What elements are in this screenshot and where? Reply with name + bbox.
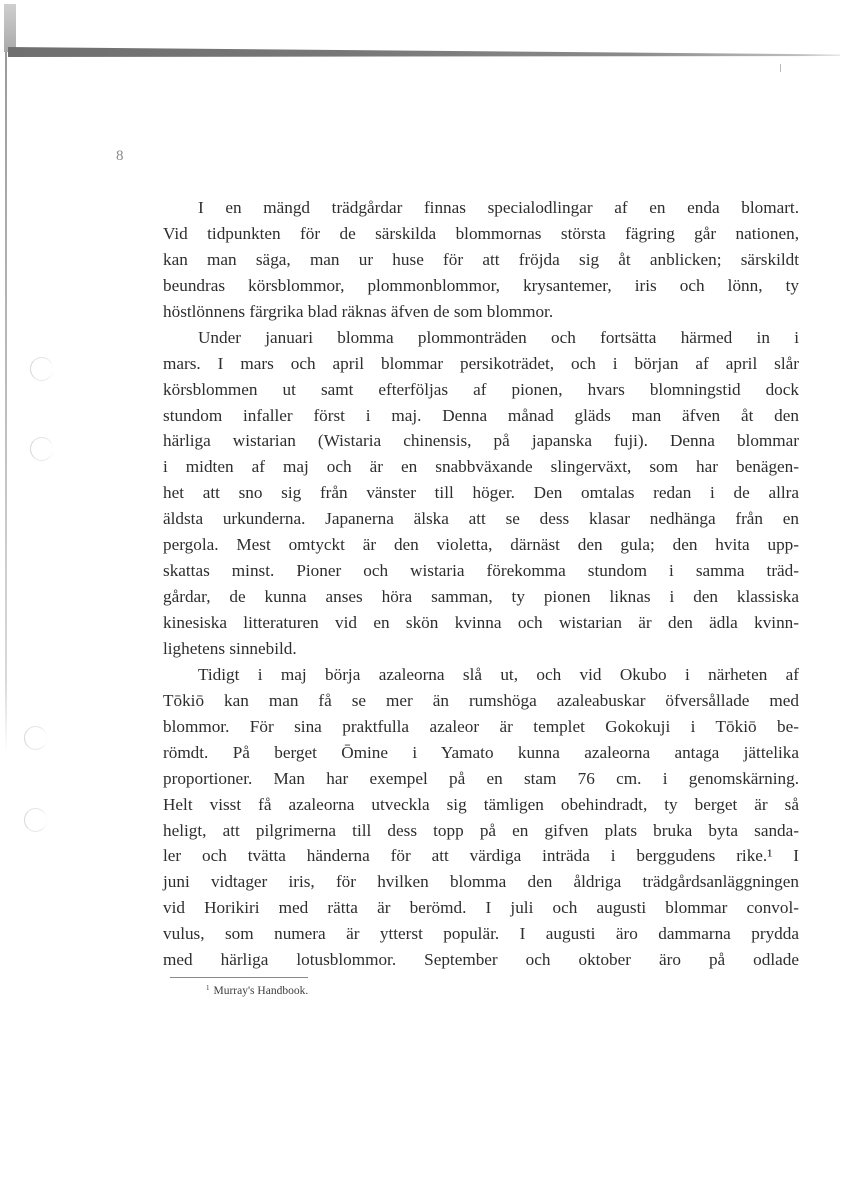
text-line: proportioner. Man har exempel på en stam 76 cm. i genomskärning. (163, 768, 799, 788)
punch-hole-mark (24, 726, 47, 750)
text-line: vid Horikiri med rätta är berömd. I juli och augusti blommar convol- (163, 898, 799, 918)
text-line: skattas minst. Pioner och wistaria förekomma stundom i samma träd- (163, 561, 799, 581)
text-line: gårdar, de kunna anses höra samman, ty pionen liknas i den klassiska (163, 587, 799, 607)
text-line: körsblommen ut samt efterföljas af pionen, hvars blomningstid dock (163, 379, 799, 399)
text-line: het att sno sig från vänster till höger. Den omtalas redan i de allra (163, 483, 799, 503)
scan-speck (780, 64, 781, 72)
text-line: Helt visst få azaleorna utveckla sig tämligen obehindradt, ty berget är så (163, 794, 799, 814)
footnote-rule (170, 977, 308, 978)
text-line: heligt, att pilgrimerna till dess topp på en gifven plats bruka byta sanda- (163, 820, 799, 840)
text-line: juni vidtager iris, för hvilken blomma den åldriga trädgårdsanläggningen (163, 872, 799, 892)
text-line: i midten af maj och är en snabbväxande slingerväxt, som har benägen- (163, 457, 799, 477)
text-line: I en mängd trädgårdar finnas specialodlingar af en enda blomart. (198, 198, 799, 217)
text-line: Vid tidpunkten för de särskilda blommornas största fägring går nationen, (163, 223, 799, 243)
text-line: med härliga lotusblommor. September och oktober äro på odlade (163, 950, 799, 970)
text-line: stundom infaller först i maj. Denna månad gläds man äfven åt den (163, 405, 799, 425)
punch-hole-mark (30, 357, 53, 381)
text-line: Under januari blomma plommonträden och fortsätta härmed in i (198, 327, 799, 347)
text-line: kan man säga, man ur huse för att fröjda sig åt anblicken; särskildt (163, 249, 799, 269)
text-line: pergola. Mest omtyckt är den violetta, därnäst den gula; den hvita upp- (163, 535, 799, 555)
punch-hole-mark (30, 437, 53, 461)
text-line: blommor. För sina praktfulla azaleor är templet Gokokuji i Tōkiō be- (163, 716, 799, 736)
text-line: Tidigt i maj börja azaleorna slå ut, och vid Okubo i närheten af (198, 664, 799, 684)
text-line: vulus, som numera är ytterst populär. I augusti äro dammarna prydda (163, 924, 799, 944)
text-line: Tōkiō kan man få se mer än rumshöga azaleabuskar öfversållade med (163, 690, 799, 710)
text-line: höstlönnens färgrika blad räknas äfven de som blommor. (163, 301, 554, 321)
punch-hole-mark (24, 808, 47, 832)
footnote-text: Murray's Handbook. (213, 985, 309, 997)
scan-top-edge-shadow (8, 47, 840, 57)
scan-left-edge (5, 52, 7, 752)
text-line: kinesiska litteraturen vid en skön kvinna och wistarian är den ädla kvinn- (163, 613, 799, 632)
body-text (163, 195, 799, 973)
text-line: lighetens sinnebild. (163, 638, 297, 658)
scan-corner-mark (4, 4, 16, 52)
text-line: beundras körsblommor, plommonblommor, krysantemer, iris och lönn, ty (163, 275, 799, 295)
text-line: römdt. På berget Ōmine i Yamato kunna azaleorna antaga jättelika (163, 742, 799, 762)
text-line: härliga wistarian (Wistaria chinensis, på japanska fuji). Denna blommar (163, 431, 799, 451)
text-line: mars. I mars och april blommar persikoträdet, och i början af april slår (163, 353, 799, 373)
page-number: 8 (116, 148, 124, 164)
text-line: äldsta urkunderna. Japanerna älska att se dess klasar nedhänga från en (163, 509, 799, 529)
footnote-marker: 1 (206, 984, 210, 992)
footnote (206, 984, 308, 997)
text-line: ler och tvätta händerna för att värdiga inträda i berggudens rike.¹ I (163, 846, 799, 866)
